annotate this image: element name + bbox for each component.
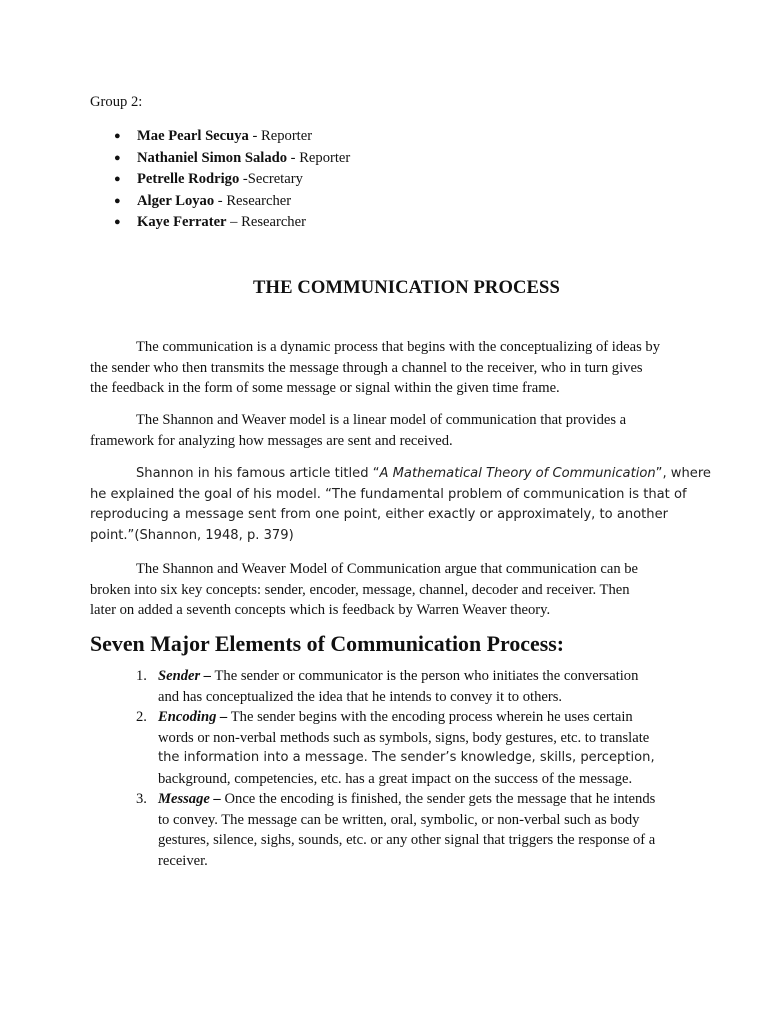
quote-lead: Shannon in his famous article titled “ (136, 466, 380, 481)
paragraph-line: the sender who then transmits the message through a channel to the receiver, who in turn gives (90, 359, 643, 376)
list-item (90, 148, 690, 170)
quote-tail: ”, where (655, 466, 711, 481)
item-line: receiver. (158, 852, 208, 869)
member-name: Kaye Ferrater (137, 214, 227, 230)
item-line: gestures, silence, sighs, sounds, etc. or any other signal that triggers the response of a (158, 832, 656, 848)
bullet-icon: ● (114, 194, 121, 207)
bullet-icon: ● (114, 173, 121, 185)
member-name: Nathaniel Simon Salado (137, 149, 288, 166)
paragraph-line: The Shannon and Weaver model is a linear model of communication that provides a (136, 412, 627, 428)
member-name: Alger Loyao (137, 192, 215, 209)
bullet-icon: ● (114, 216, 121, 228)
member-role: - Reporter (248, 128, 313, 144)
section-heading: Seven Major Elements of Communication Process: (90, 631, 565, 656)
paragraph-line: The communication is a dynamic process that begins with the conceptualizing of ideas by (136, 339, 661, 355)
paragraph-line: later on added a seventh concepts which is feedback by Warren Weaver theory. (90, 602, 551, 618)
item-line (158, 707, 690, 728)
item-line: background, competencies, etc. has a great impact on the success of the message. (158, 770, 633, 787)
item-line: and has conceptualized the idea that he intends to convey it to others. (158, 688, 563, 705)
article-title: A Mathematical Theory of Communication (379, 466, 656, 481)
item-text: Once the encoding is finished, the sender gets the message that he intends (220, 791, 656, 807)
item-term: Message – (158, 791, 221, 807)
paragraph-line: broken into six key concepts: sender, encoder, message, channel, decoder and receiver. Then (90, 581, 630, 598)
item-number: 1. (136, 668, 147, 684)
paragraph-line: point.”(Shannon, 1948, p. 379) (90, 527, 294, 543)
paragraph-shannon-quote (90, 464, 711, 546)
item-number: 2. (136, 709, 147, 725)
item-line: the information into a message. The sender’s knowledge, skills, perception, (158, 750, 655, 765)
item-number: 3. (136, 791, 147, 807)
bullet-icon: ● (114, 151, 121, 164)
document-title: THE COMMUNICATION PROCESS (253, 277, 560, 298)
list-item (90, 666, 690, 707)
member-role: - Researcher (214, 192, 292, 209)
member-name: Petrelle Rodrigo (137, 171, 240, 187)
member-list (90, 126, 690, 234)
paragraph-line: the feedback in the form of some message or signal within the given time frame. (90, 380, 560, 396)
paragraph-line: The Shannon and Weaver Model of Communication argue that communication can be (136, 561, 639, 577)
member-role: – Researcher (226, 214, 306, 230)
item-term: Encoding – (158, 709, 228, 725)
member-name: Mae Pearl Secuya (137, 128, 249, 144)
paragraph-shannon-weaver (90, 410, 680, 451)
list-item (90, 707, 690, 789)
paragraph-line (90, 464, 711, 485)
member-role: - Reporter (287, 149, 351, 166)
list-item (90, 789, 690, 871)
bullet-icon: ● (114, 130, 121, 142)
item-line (158, 666, 690, 687)
item-line (158, 789, 690, 810)
list-item (90, 191, 690, 213)
item-line: words or non-verbal methods such as symbols, signs, body gestures, etc. to translate (158, 729, 650, 746)
group-label: Group 2: (90, 94, 143, 110)
item-term: Sender – (158, 668, 212, 684)
paragraph-line: he explained the goal of his model. “The fundamental problem of communication is that of (90, 486, 687, 502)
list-item (90, 212, 690, 234)
paragraph-model-concepts (90, 559, 680, 621)
list-item (90, 169, 690, 191)
paragraph-line: framework for analyzing how messages are sent and received. (90, 432, 453, 449)
elements-list (90, 666, 690, 871)
member-role: -Secretary (239, 171, 303, 187)
list-item (90, 126, 690, 148)
paragraph-intro (90, 337, 680, 399)
item-text: The sender or communicator is the person who initiates the conversation (211, 668, 639, 684)
item-text: The sender begins with the encoding process wherein he uses certain (227, 709, 633, 725)
paragraph-line: reproducing a message sent from one point, either exactly or approximately, to another (90, 507, 669, 522)
item-line: to convey. The message can be written, oral, symbolic, or non-verbal such as body (158, 811, 640, 828)
